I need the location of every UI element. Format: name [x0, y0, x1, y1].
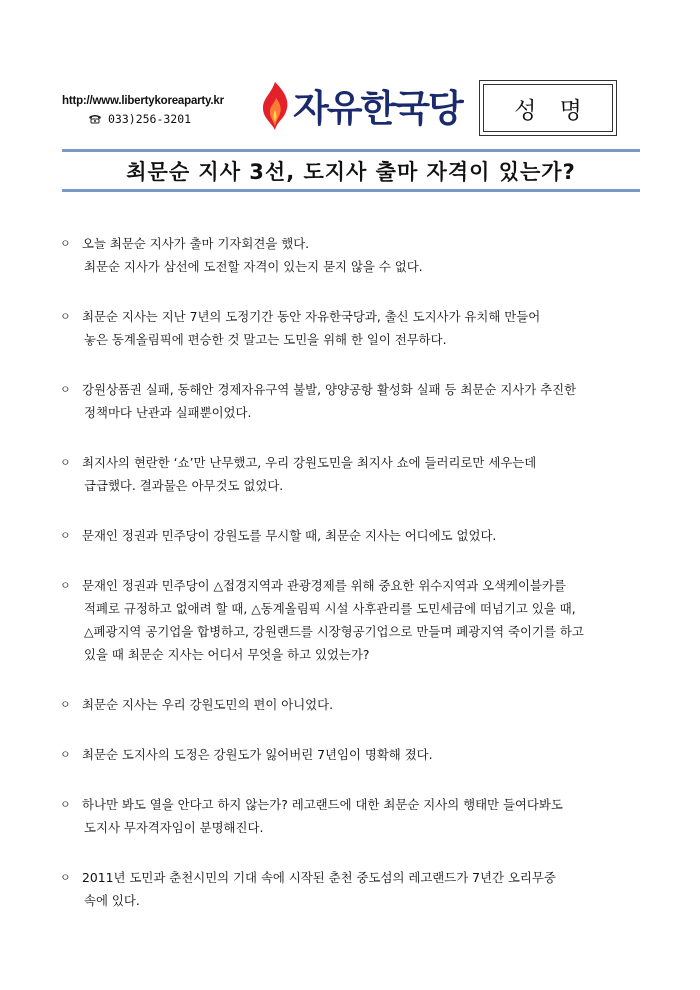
paragraph-line: 최문순 지사는 우리 강원도민의 편이 아니었다. [82, 697, 334, 712]
paragraph-text [82, 524, 652, 547]
contact-info [62, 92, 224, 128]
paragraph-line: 하나만 봐도 열을 안다고 하지 않는가? 레고랜드에 대한 최문순 지사의 행태만 들여다봐도 [82, 797, 563, 812]
bullet-marker: ㅇ [60, 748, 71, 761]
statement-paragraph [60, 232, 652, 278]
paragraph-line: 최문순 지사가 삼선에 도전할 자격이 있는지 묻지 않을 수 없다. [84, 259, 423, 274]
paragraph-line: 놓은 동계올림픽에 편승한 것 말고는 도민을 위해 한 일이 전무하다. [84, 332, 447, 347]
telephone-icon [88, 114, 102, 124]
paragraph-text [82, 743, 652, 766]
party-website-url[interactable]: http://www.libertykoreaparty.kr [62, 95, 224, 107]
bullet-marker: ㅇ [60, 237, 71, 250]
paragraph-line: 정책마다 난관과 실패뿐이었다. [84, 405, 252, 420]
party-logo [255, 80, 462, 136]
paragraph-line: 오늘 최문순 지사가 출마 기자회견을 했다. [82, 236, 310, 251]
statement-paragraph [60, 693, 652, 716]
bullet-marker: ㅇ [60, 310, 71, 323]
statement-body [60, 232, 652, 912]
statement-paragraph [60, 378, 652, 424]
statement-label-box [479, 80, 617, 136]
statement-paragraph [60, 743, 652, 766]
phone-line [62, 110, 224, 128]
bullet-marker: ㅇ [60, 698, 71, 711]
paragraph-line: 최지사의 현란한 ‘쇼’만 난무했고, 우리 강원도민을 최지사 쇼에 들러리로만 세우는데 [82, 455, 537, 470]
paragraph-line: 2011년 도민과 춘천시민의 기대 속에 시작된 춘천 중도섬의 레고랜드가 7년간 오리무중 [82, 870, 556, 885]
bullet-marker: ㅇ [60, 579, 71, 592]
paragraph-line: 도지사 무자격자임이 분명해진다. [84, 820, 264, 835]
paragraph-line: 있을 때 최문순 지사는 어디서 무엇을 하고 있었는가? [84, 647, 370, 662]
phone-number: 033)256-3201 [108, 112, 192, 126]
paragraph-line: 급급했다. 결과물은 아무것도 없었다. [84, 478, 284, 493]
paragraph-line: △폐광지역 공기업을 합병하고, 강원랜드를 시장형공기업으로 만들며 폐광지역 죽이기를 하고 [84, 624, 584, 639]
paragraph-line: 문재인 정권과 민주당이 △접경지역과 관광경제를 위해 중요한 위수지역과 오색케이블카를 [82, 578, 566, 593]
paragraph-text [82, 232, 652, 278]
paragraph-text [82, 305, 652, 351]
document-title: 최문순 지사 3선, 도지사 출마 자격이 있는가? [126, 159, 576, 184]
statement-paragraph [60, 866, 652, 912]
paragraph-line: 최문순 도지사의 도정은 강원도가 잃어버린 7년임이 명확해 졌다. [82, 747, 433, 762]
paragraph-text [82, 574, 652, 666]
party-logo-wordmark: 자유한국당 [293, 86, 462, 130]
document-header [0, 0, 700, 150]
statement-paragraph [60, 305, 652, 351]
title-bar [62, 149, 640, 192]
bullet-marker: ㅇ [60, 456, 71, 469]
paragraph-line: 적폐로 규정하고 없애려 할 때, △동계올림픽 시설 사후관리를 도민세금에 떠넘기고 있을 때, [84, 601, 576, 616]
paragraph-line: 최문순 지사는 지난 7년의 도정기간 동안 자유한국당과, 출신 도지사가 유치해 만들어 [82, 309, 541, 324]
statement-paragraph [60, 524, 652, 547]
statement-label: 성 명 [514, 97, 590, 124]
statement-paragraph [60, 574, 652, 666]
bullet-marker: ㅇ [60, 871, 71, 884]
statement-paragraph [60, 451, 652, 497]
paragraph-text [82, 378, 652, 424]
statement-paragraph [60, 793, 652, 839]
paragraph-text [82, 451, 652, 497]
paragraph-line: 강원상품권 실패, 동해안 경제자유구역 불발, 양양공항 활성화 실패 등 최문순 지사가 추진한 [82, 382, 577, 397]
paragraph-text [82, 866, 652, 912]
bullet-marker: ㅇ [60, 529, 71, 542]
bullet-marker: ㅇ [60, 798, 71, 811]
bullet-marker: ㅇ [60, 383, 71, 396]
torch-flame-icon [255, 80, 295, 136]
paragraph-line: 문재인 정권과 민주당이 강원도를 무시할 때, 최문순 지사는 어디에도 없었다. [82, 528, 497, 543]
paragraph-line: 속에 있다. [84, 893, 140, 908]
paragraph-text [82, 793, 652, 839]
paragraph-text [82, 693, 652, 716]
